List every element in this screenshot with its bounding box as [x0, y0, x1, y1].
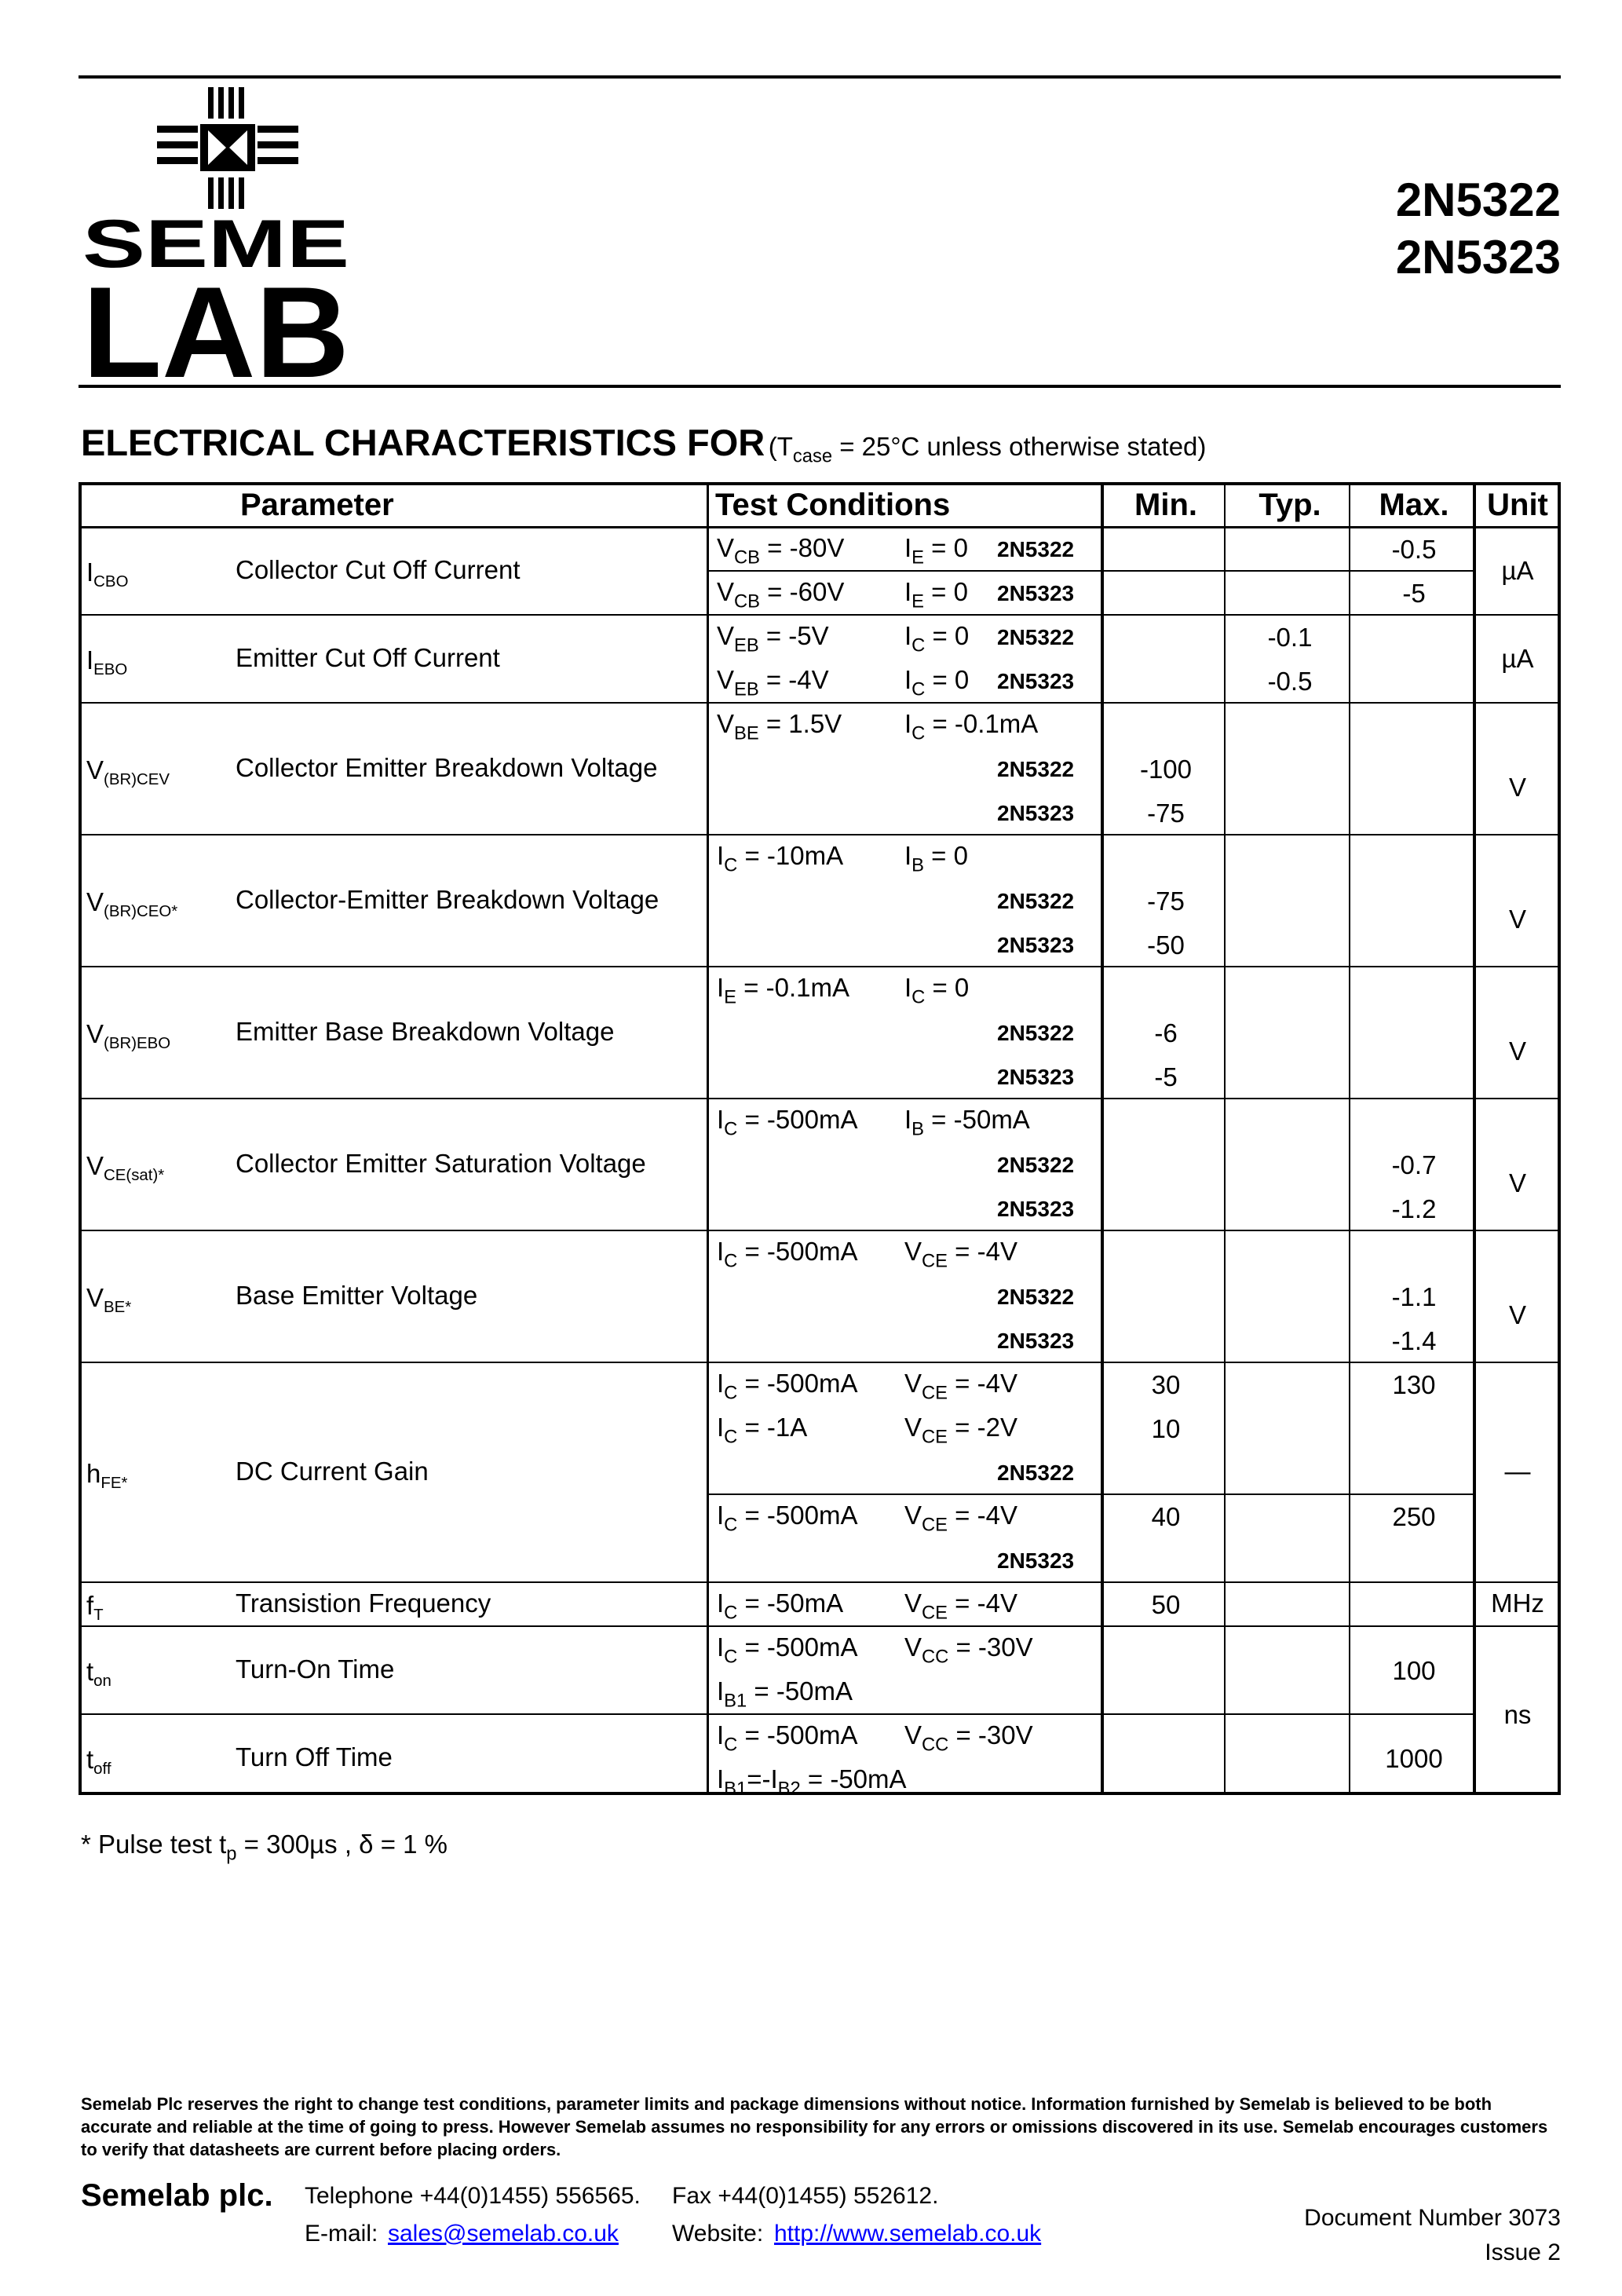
test-condition: $I_C = -500mA$: [717, 1501, 858, 1536]
website-wrap: [774, 2221, 1041, 2247]
param-symbol: $V_{(BR)CEV}$: [86, 755, 170, 789]
test-condition: $I_C = -10mA$: [717, 841, 844, 876]
min-value: -100: [1139, 755, 1193, 784]
header-parameter: Parameter: [240, 488, 394, 522]
param-name: Base Emitter Voltage: [236, 1281, 478, 1310]
row-rule: [79, 614, 1561, 616]
test-condition: $I_C = 0$: [904, 665, 970, 700]
param-name: DC Current Gain: [236, 1457, 429, 1486]
row-rule: [79, 1098, 1561, 1099]
device-label: 2N5323: [997, 669, 1075, 693]
max-value: -1.4: [1391, 1326, 1437, 1355]
test-condition: $I_E = 0$: [904, 577, 968, 612]
device-label: 2N5323: [997, 581, 1075, 605]
test-condition: $I_C = -500mA$: [717, 1105, 858, 1140]
col-divider-typ: [1224, 482, 1226, 1795]
device-label: 2N5322: [997, 889, 1075, 913]
header-rule: [79, 385, 1561, 388]
device-label: 2N5323: [997, 933, 1075, 957]
test-condition: $I_C = -500mA$: [717, 1237, 858, 1272]
row-rule-partial: [79, 1713, 1474, 1715]
test-condition: $I_C = -1A$: [717, 1413, 808, 1448]
param-symbol: $V_{(BR)CEO*}$: [86, 887, 178, 921]
unit-value: —: [1504, 1457, 1531, 1486]
test-condition: $V_{CE} = -4V$: [904, 1589, 1017, 1624]
device-label: 2N5323: [997, 1197, 1075, 1221]
min-value: -75: [1147, 887, 1185, 916]
unit-value: ns: [1503, 1700, 1532, 1729]
min-value: -75: [1147, 799, 1185, 828]
param-name: Collector Emitter Breakdown Voltage: [236, 753, 658, 782]
website-label: Website:: [672, 2221, 764, 2247]
test-condition: $I_E = -0.1mA$: [717, 973, 849, 1008]
fax: Fax +44(0)1455) 552612.: [672, 2183, 939, 2209]
section-title: [81, 421, 1207, 467]
disclaimer: Semelab Plc reserves the right to change test conditions, parameter limits and package dimensions without notice. Information furnished by Semelab is believed to be both accurate and reliable at the time of going to press. However Semelab assumes no responsibility for any errors or omissions discovered in its use. Semelab encourages customers to verify that datasheets are current before placing orders.: [81, 2094, 1548, 2159]
test-condition: $I_C = 0$: [904, 621, 970, 656]
col-divider-min: [1101, 482, 1104, 1795]
device-label: 2N5322: [997, 757, 1075, 781]
email-link[interactable]: sales@semelab.co.uk: [388, 2221, 619, 2247]
email-label: E-mail:: [305, 2221, 378, 2247]
max-value: 100: [1392, 1656, 1436, 1685]
unit-value: µA: [1501, 556, 1534, 585]
device-label: 2N5322: [997, 1153, 1075, 1177]
max-value: 250: [1392, 1502, 1436, 1531]
table-border-right: [1558, 482, 1561, 1795]
header-max: Max.: [1379, 488, 1449, 522]
unit-value: µA: [1501, 644, 1534, 673]
max-value: -1.1: [1391, 1282, 1437, 1311]
device-label: 2N5323: [997, 1548, 1075, 1573]
min-value: 40: [1151, 1502, 1181, 1531]
website-link[interactable]: http://www.semelab.co.uk: [774, 2221, 1042, 2247]
company-name: Semelab plc.: [81, 2178, 273, 2213]
min-value: 50: [1151, 1590, 1181, 1619]
max-value: -1.2: [1391, 1194, 1437, 1223]
test-condition: $I_B = -50mA$: [904, 1105, 1030, 1140]
header-test-conditions: Test Conditions: [715, 488, 951, 522]
device-label: 2N5322: [997, 625, 1075, 649]
part-number-1: 2N5322: [1395, 174, 1561, 226]
param-symbol: $V_{BE*}$: [86, 1283, 132, 1317]
device-label: 2N5322: [997, 1021, 1075, 1045]
test-condition: $I_E = 0$: [904, 533, 968, 569]
param-name: Collector Cut Off Current: [236, 555, 521, 584]
device-label: 2N5323: [997, 1065, 1075, 1089]
param-symbol: $h_{FE*}$: [86, 1459, 128, 1493]
test-condition: $V_{EB} = -4V$: [717, 665, 829, 700]
table-border-top: [79, 482, 1561, 485]
test-condition: $I_C = -500mA$: [717, 1720, 858, 1756]
section-heading: ELECTRICAL CHARACTERISTICS FOR: [81, 422, 765, 463]
document-number: Document Number 3073: [1304, 2205, 1561, 2231]
unit-value: MHz: [1491, 1589, 1544, 1618]
min-value: 30: [1151, 1370, 1181, 1399]
header-unit: Unit: [1487, 488, 1548, 522]
max-value: -0.7: [1391, 1150, 1437, 1179]
test-condition: $V_{CC} = -30V$: [904, 1720, 1033, 1756]
test-condition: $V_{CC} = -30V$: [904, 1632, 1033, 1668]
test-condition: $I_B = 0$: [904, 841, 968, 876]
table-border-left: [79, 482, 82, 1795]
top-rule: [79, 75, 1561, 79]
param-symbol: $I_{EBO}$: [86, 645, 128, 679]
row-rule: [79, 1362, 1561, 1363]
test-condition: $V_{CE} = -4V$: [904, 1237, 1017, 1272]
col-divider-unit: [1473, 482, 1476, 1795]
row-rule: [79, 1581, 1561, 1583]
test-condition: $I_C = -50mA$: [717, 1589, 844, 1624]
max-value: -5: [1402, 579, 1426, 608]
pulse-test-note: * Pulse test $t_p = 300\mu s$ , δ = 1 %: [81, 1830, 448, 1865]
typ-value: -0.5: [1267, 667, 1313, 696]
unit-value: V: [1508, 773, 1527, 802]
logo-line2: LAB: [82, 260, 350, 383]
semelab-logo: [79, 85, 353, 383]
max-value: 1000: [1385, 1744, 1443, 1773]
param-name: Collector-Emitter Breakdown Voltage: [236, 885, 659, 914]
section-conditions: ($T_{case} = 25^\circ C$ unless otherwise stated): [768, 432, 1207, 467]
unit-value: V: [1508, 905, 1527, 934]
header-row-rule: [79, 526, 1561, 528]
param-symbol: $V_{(BR)EBO}$: [86, 1019, 171, 1053]
subrow-rule: [707, 1493, 1474, 1495]
test-condition: $I_C = -0.1mA$: [904, 709, 1039, 744]
device-label: 2N5322: [997, 1461, 1075, 1485]
row-rule: [79, 702, 1561, 704]
min-value: -6: [1154, 1018, 1178, 1047]
email-wrap: [388, 2221, 619, 2247]
param-name: Emitter Base Breakdown Voltage: [236, 1017, 615, 1046]
header-typ: Typ.: [1259, 488, 1321, 522]
test-condition: $I_C = -500mA$: [717, 1369, 858, 1404]
param-name: Collector Emitter Saturation Voltage: [236, 1149, 646, 1178]
test-condition: $V_{CB} = -60V$: [717, 577, 845, 612]
max-value: -0.5: [1391, 535, 1437, 564]
col-divider-test: [707, 482, 709, 1795]
unit-value: V: [1508, 1168, 1527, 1197]
part-number-2: 2N5323: [1395, 231, 1561, 283]
param-symbol: $t_{off}$: [86, 1745, 111, 1779]
device-label: 2N5322: [997, 1285, 1075, 1309]
typ-value: -0.1: [1267, 623, 1313, 652]
device-label: 2N5322: [997, 537, 1075, 561]
test-condition: $I_C = 0$: [904, 973, 970, 1008]
test-condition: $V_{BE} = 1.5V$: [717, 709, 842, 744]
min-value: -5: [1154, 1062, 1178, 1091]
logo-line1: SEME: [82, 207, 349, 282]
telephone: Telephone +44(0)1455) 556565.: [305, 2183, 641, 2209]
header-min: Min.: [1134, 488, 1197, 522]
param-symbol: $V_{CE(sat)*}$: [86, 1151, 165, 1185]
test-condition: $V_{EB} = -5V$: [717, 621, 829, 656]
row-rule: [79, 834, 1561, 835]
param-symbol: $I_{CBO}$: [86, 558, 129, 591]
test-condition: $I_{B1}=-I_{B2} = -50mA$: [717, 1764, 907, 1800]
max-value: 130: [1392, 1370, 1436, 1399]
unit-value: V: [1508, 1300, 1527, 1329]
test-condition: $I_C = -500mA$: [717, 1632, 858, 1668]
col-divider-max: [1349, 482, 1350, 1795]
test-condition: $I_{B1} = -50mA$: [717, 1676, 853, 1712]
test-condition: $V_{CE} = -4V$: [904, 1501, 1017, 1536]
min-value: -50: [1147, 930, 1185, 960]
test-condition: $V_{CB} = -80V$: [717, 533, 845, 569]
device-label: 2N5323: [997, 801, 1075, 825]
device-label: 2N5323: [997, 1329, 1075, 1353]
param-symbol: $f_T$: [86, 1591, 104, 1625]
row-rule: [79, 1230, 1561, 1231]
row-rule: [79, 966, 1561, 967]
min-value: 10: [1151, 1414, 1181, 1443]
param-name: Turn-On Time: [236, 1654, 395, 1684]
param-symbol: $t_{on}$: [86, 1657, 111, 1691]
issue-number: Issue 2: [1485, 2239, 1561, 2265]
electrical-characteristics-table: [79, 482, 1561, 1800]
subrow-rule: [707, 570, 1474, 572]
test-condition: $V_{CE} = -2V$: [904, 1413, 1017, 1448]
row-rule: [79, 1625, 1561, 1627]
param-name: Transistion Frequency: [236, 1589, 491, 1618]
param-name: Emitter Cut Off Current: [236, 643, 500, 672]
test-condition: $V_{CE} = -4V$: [904, 1369, 1017, 1404]
unit-value: V: [1508, 1036, 1527, 1066]
param-name: Turn Off Time: [236, 1742, 393, 1771]
